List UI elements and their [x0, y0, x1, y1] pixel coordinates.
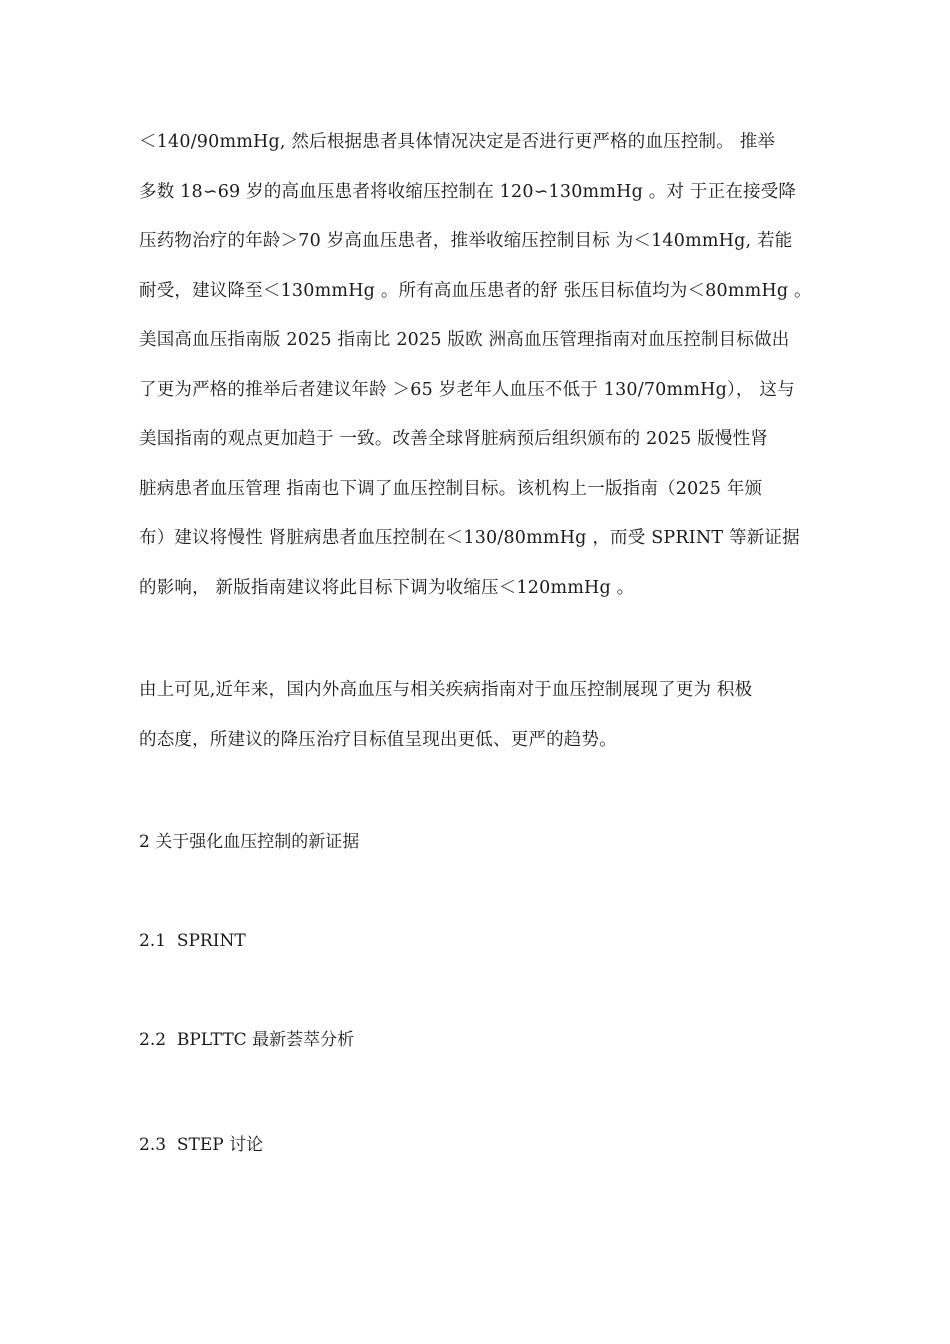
- subsection-heading-sprint: 2.1 SPRINT: [139, 931, 246, 951]
- paragraph-line: 耐受，建议降至＜130mmHg 。所有高血压患者的舒 张压目标值均为＜80mmHg 。: [139, 280, 812, 301]
- paragraph-line: 的态度，所建议的降压治疗目标值呈现出更低、更严的趋势。: [139, 729, 617, 750]
- paragraph-line: 美国指南的观点更加趋于 一致。改善全球肾脏病预后组织颁布的 2025 版慢性肾: [139, 429, 769, 449]
- subsection-heading-bplttc: 2.2 BPLTTC 最新荟萃分析: [139, 1030, 355, 1050]
- section-heading: 2 关于强化血压控制的新证据: [139, 832, 360, 852]
- paragraph-line: 多数 18∽69 岁的高血压患者将收缩压控制在 120∽130mmHg 。对 于正在接受降: [139, 181, 797, 202]
- paragraph-summary: [139, 666, 829, 765]
- paragraph-line: 布）建议将慢性 肾脏病患者血压控制在＜130/80mmHg ，而受 SPRINT 等新证据: [139, 528, 800, 548]
- paragraph-line: ＜140/90mmHg, 然后根据患者具体情况决定是否进行更严格的血压控制。 推举: [139, 132, 776, 152]
- paragraph-line: 脏病患者血压管理 指南也下调了血压控制目标。该机构上一版指南（2025 年颁: [139, 478, 763, 499]
- paragraph-guideline-targets: [139, 118, 829, 613]
- paragraph-line: 的影响， 新版指南建议将此目标下调为收缩压＜120mmHg 。: [139, 577, 635, 598]
- paragraph-line: 压药物治疗的年龄＞70 岁高血压患者，推举收缩压控制目标 为＜140mmHg, 若能: [139, 231, 793, 251]
- subsection-heading-step: 2.3 STEP 讨论: [139, 1135, 264, 1155]
- paragraph-line: 了更为严格的推举后者建议年龄 ＞65 岁老年人血压不低于 130/70mmHg）， 这与: [139, 379, 795, 400]
- paragraph-line: 由上可见,近年来，国内外高血压与相关疾病指南对于血压控制展现了更为 积极: [139, 680, 753, 700]
- paragraph-line: 美国高血压指南版 2025 指南比 2025 版欧 洲高血压管理指南对血压控制目标做出: [139, 330, 790, 350]
